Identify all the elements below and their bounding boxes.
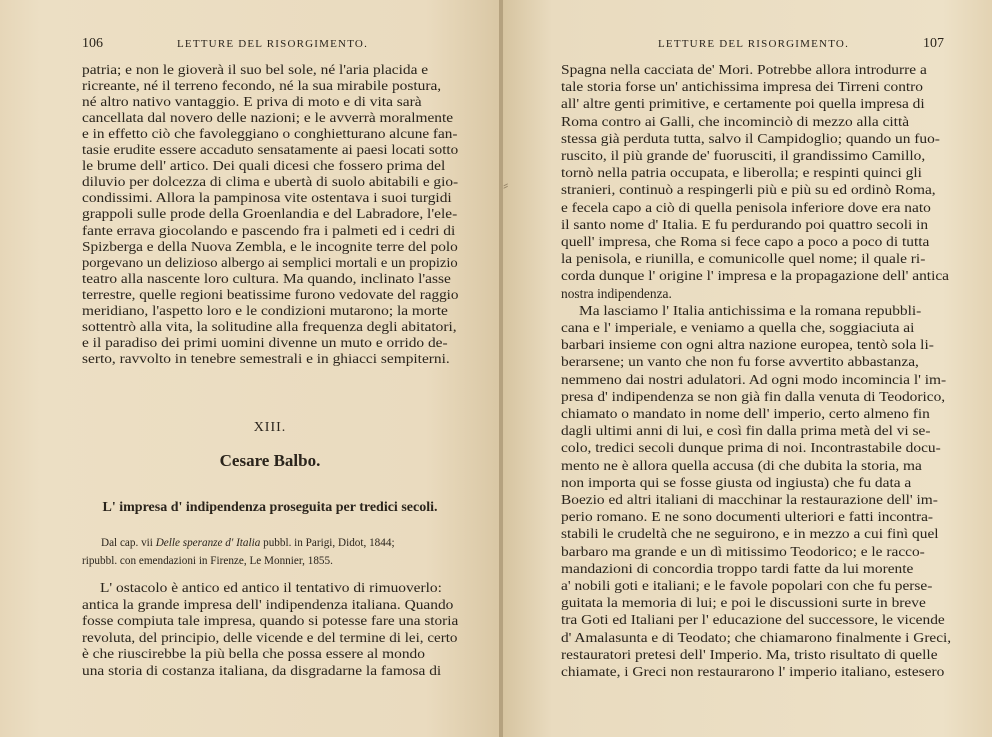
text-line: restauratori pretesi dell' Imperio. Ma, tristo risultato di quelle xyxy=(561,646,938,662)
text-line: corda dunque l' origine l' impresa e la propagazione dell' antica xyxy=(561,268,950,284)
page-number-left: 106 xyxy=(82,36,103,51)
text-line: tra Goti ed Italiani per l' educazione del successore, le vicende xyxy=(561,612,945,628)
text-line: all' altre genti primitive, e certamente poi quella impresa di xyxy=(561,96,925,112)
text-line: Spizberga e della Nuova Zembla, e le incognite terre del polo xyxy=(82,238,458,254)
right-page xyxy=(503,0,992,737)
text-line: barbari insieme con ogni altra nazione europea, tentò sola li- xyxy=(561,337,934,353)
text-line: serto, ravvolto in tenebre semestrali e in ghiacci sempiterni. xyxy=(82,350,450,366)
text-line: mandazioni di concordia troppo tardi fatte da lui morente xyxy=(561,560,914,576)
text-line: grappoli sulle prode della Groenlandia e del Labradore, l'ele- xyxy=(82,206,458,222)
text-line: dagli ultimi anni di lui, e così fin dalla prima metà del vi se- xyxy=(561,423,931,439)
text-line: colo, tredici secoli dunque prima di noi. Incontrastabile docu- xyxy=(561,440,941,456)
text-line: ricreante, né il terreno fecondo, né la sua mirabile postura, xyxy=(82,78,442,94)
source-note-rest: pubbl. in Parigi, Didot, 1844; xyxy=(263,537,395,549)
text-line: Roma contro ai Galli, che incominciò di mezzo alla città xyxy=(561,113,910,129)
chapter-title: L' impresa d' indipendenza proseguita per tredici secoli. xyxy=(102,500,438,515)
text-line: il santo nome d' Italia. E fu perdurando poi quattro secoli in xyxy=(561,216,929,232)
source-note-prefix: Dal cap. vii xyxy=(101,537,153,549)
text-line: sottentrò alla vita, la solitudine alla frequenza degli abitatori, xyxy=(82,318,457,334)
text-line: e il paradiso dei primi uomini divenne un muto e orrido de- xyxy=(82,334,448,350)
running-head-right: LETTURE DEL RISORGIMENTO. xyxy=(658,38,850,50)
text-line: Spagna nella cacciata de' Mori. Potrebbe allora introdurre a xyxy=(561,62,927,77)
text-line: guitata la memoria di lui; e poi le discussioni surte in breve xyxy=(561,595,926,611)
text-line: tasie erudite essere accaduto sensatamente ai paesi locati sotto xyxy=(82,142,459,158)
text-line: fante errava giocolando e pascendo fra i palmeti ed i cedri di xyxy=(82,222,456,238)
text-line: tornò nella patria occupata, e liberolla; e respinti quinci gli xyxy=(561,165,922,181)
text-line: e fecela capo a ciò di quella penisola inferiore dove era nato xyxy=(561,199,931,215)
text-line: mento ne è allora quella accusa (di che dubita la storia, ma xyxy=(561,457,922,473)
text-line: d' Amalasunta e di Teodato; che chiamarono finalmente i Greci, xyxy=(561,629,952,645)
text-line: L' ostacolo è antico ed antico il tentativo di rimuoverlo: xyxy=(100,580,442,595)
text-line: stessa già perduta tutta, salvo il Campidoglio; quando un fuo- xyxy=(561,130,940,146)
text-line: la penisola, e riunilla, e comunicolle quel nome; il quale ri- xyxy=(561,251,926,267)
text-line: antica la grande impresa dell' indipendenza italiana. Quando xyxy=(82,596,454,612)
source-note-book: Delle speranze d' Italia xyxy=(155,537,261,549)
author-heading: Cesare Balbo. xyxy=(219,451,321,470)
text-line: cancellata dal novero delle nazioni; e le avverrà moralmente xyxy=(82,110,454,126)
page-number-right: 107 xyxy=(923,36,944,51)
margin-mark-icon: ⸗ xyxy=(503,175,509,194)
text-line: condissimi. Allora la pampinosa vite ostentava i suoi turgidi xyxy=(82,190,452,206)
text-line: nostra indipendenza. xyxy=(561,285,672,301)
running-head-left: LETTURE DEL RISORGIMENTO. xyxy=(177,38,369,50)
source-note-line-1 xyxy=(101,536,395,551)
text-line: nemmeno dai nostri adulatori. Ad ogni modo incomincia l' im- xyxy=(561,371,947,387)
text-line: ruscito, il più grande de' fuorusciti, il grandissimo Camillo, xyxy=(561,148,926,163)
text-line: stranieri, continuò a respingerli più e più su ed ordinò Roma, xyxy=(561,182,936,198)
text-line: non importa qui se fosse giusta od ingiusta) che fu data a xyxy=(561,474,912,490)
section-number: XIII. xyxy=(253,420,287,435)
text-line: tale storia forse un' antichissima impresa dei Tirreni contro xyxy=(561,79,924,95)
text-line: è che riuscirebbe la più bella che possa essere al mondo xyxy=(82,646,425,662)
text-line: teatro alla nascente loro cultura. Ma quando, inclinato l'asse xyxy=(82,270,451,286)
text-line: né altro nativo vantaggio. E priva di moto e di vita sarà xyxy=(82,94,422,110)
text-line: Boezio ed altri italiani di macchinar la restaurazione dell' im- xyxy=(561,492,938,507)
text-line: stabili le crudeltà che ne seguirono, e in mezzo a cui finì quel xyxy=(561,526,939,542)
text-line: a' nobili goti e italiani; e le favole popolari con che fu perse- xyxy=(561,578,933,593)
text-line: quell' impresa, che Roma si fece capo a poco a poco di tutta xyxy=(561,234,930,249)
text-line: revoluta, del principio, delle vicende e del termine di lei, certo xyxy=(82,629,458,645)
text-line: terrestre, quelle regioni beatissime furono vedovate del raggio xyxy=(82,286,459,302)
text-line: porgevano un delizioso albergo ai semplici mortali e un propizio xyxy=(82,254,458,270)
text-line: una storia di costanza italiana, da disgradarne la famosa di xyxy=(82,663,442,678)
text-line: barbaro ma grande e un dì mitissimo Teodorico; e le racco- xyxy=(561,543,925,559)
text-line: diluvio per dolcezza di clima e ubertà di suolo abitabili e gio- xyxy=(82,174,459,190)
text-line: Ma lasciamo l' Italia antichissima e la romana repubbli- xyxy=(579,302,922,318)
text-line: presa d' indipendenza se non già fin dalla venuta di Teodorico, xyxy=(561,388,946,404)
text-line: chiamate, i Greci non restaurarono l' imperio italiano, estesero xyxy=(561,664,945,679)
source-note-line-2: ripubbl. con emendazioni in Firenze, Le Monnier, 1855. xyxy=(82,555,333,567)
text-line: meridiano, l'aspetto loro e le condizioni mutarono; la morte xyxy=(82,302,448,318)
text-line: perio romano. E ne sono documenti ulteriori e fatti incontra- xyxy=(561,509,934,525)
text-line: chiamato o mandato in nome dell' imperio, certo almeno fin xyxy=(561,406,930,421)
text-line: le brume dell' artico. Dei quali dicesi che fossero prima del xyxy=(82,158,446,174)
text-line: cana e l' imperiale, e veniamo a quella che, soggiaciuta ai xyxy=(561,320,915,335)
text-line: patria; e non le gioverà il suo bel sole, né l'aria placida e xyxy=(82,62,429,77)
text-line: berarsene; un vanto che non fu forse avvertito abbastanza, xyxy=(561,354,919,370)
text-line: fosse compiuta tale impresa, quando si potesse fare una storia xyxy=(82,613,459,629)
text-line: e in effetto ciò che favoleggiano o conghietturano alcune fan- xyxy=(82,126,458,142)
